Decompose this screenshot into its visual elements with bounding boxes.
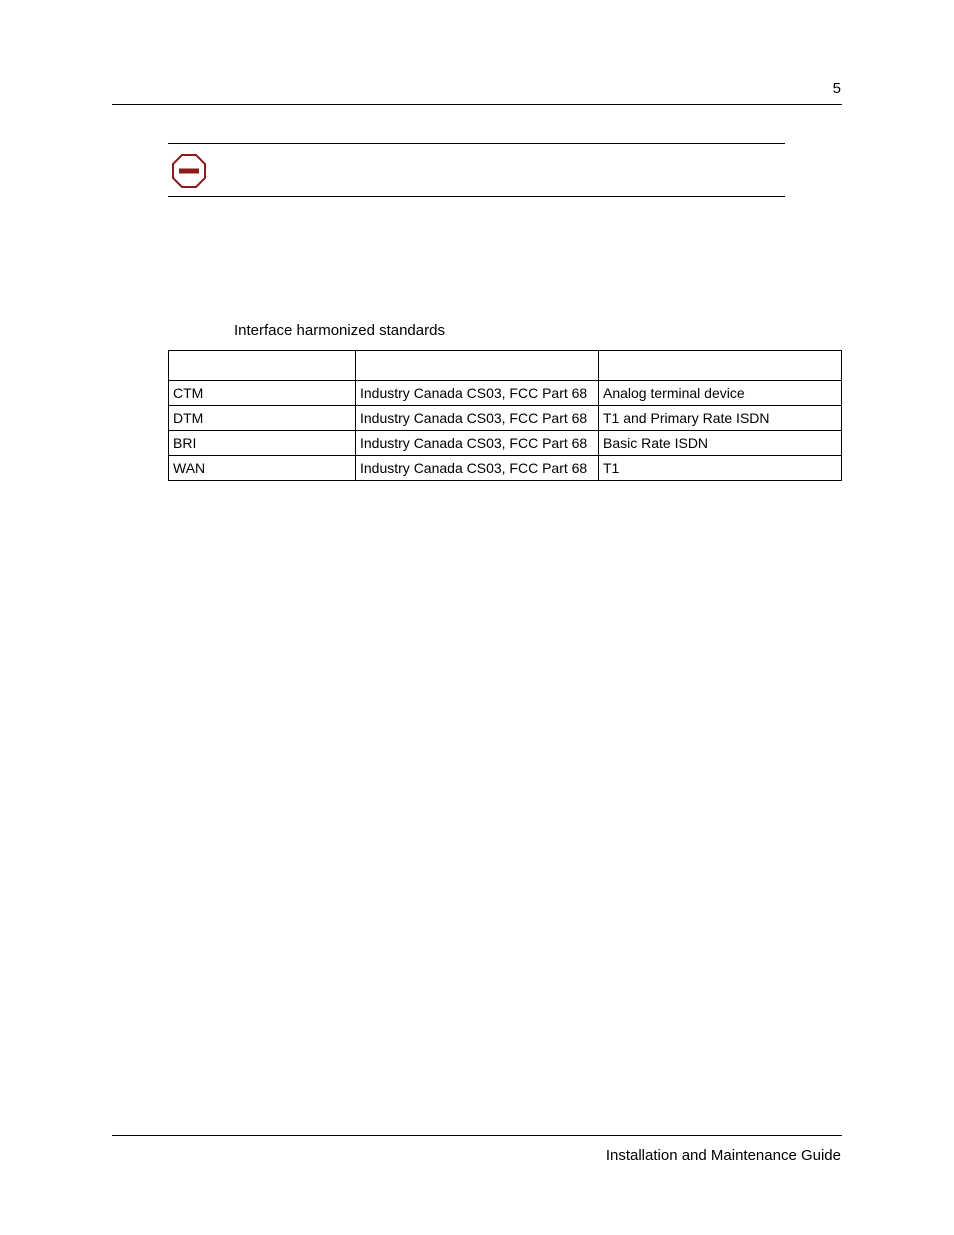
module-cell: BRI xyxy=(169,431,356,456)
table-row xyxy=(169,406,842,431)
standard-cell: Industry Canada CS03, FCC Part 68 xyxy=(356,431,599,456)
table-caption: Interface harmonized standards xyxy=(234,322,445,339)
interface-cell: T1 xyxy=(599,456,842,481)
table-row xyxy=(169,431,842,456)
footer-title: Installation and Maintenance Guide xyxy=(605,1147,841,1164)
caution-notice xyxy=(168,143,785,197)
interface-cell: Basic Rate ISDN xyxy=(599,431,842,456)
standard-cell: Industry Canada CS03, FCC Part 68 xyxy=(356,381,599,406)
table-header-row xyxy=(169,351,842,381)
module-cell: DTM xyxy=(169,406,356,431)
interface-cell: T1 and Primary Rate ISDN xyxy=(599,406,842,431)
header-rule xyxy=(112,104,842,105)
standards-table xyxy=(168,350,842,481)
table-header-cell xyxy=(356,351,599,381)
footer-rule xyxy=(112,1135,842,1136)
interface-cell: Analog terminal device xyxy=(599,381,842,406)
table-header-cell xyxy=(599,351,842,381)
page-number: 5 xyxy=(832,80,841,97)
table-row xyxy=(169,381,842,406)
module-cell: WAN xyxy=(169,456,356,481)
module-cell: CTM xyxy=(169,381,356,406)
table-row xyxy=(169,456,842,481)
stop-sign-icon xyxy=(171,153,207,189)
table-header-cell xyxy=(169,351,356,381)
standard-cell: Industry Canada CS03, FCC Part 68 xyxy=(356,456,599,481)
standard-cell: Industry Canada CS03, FCC Part 68 xyxy=(356,406,599,431)
